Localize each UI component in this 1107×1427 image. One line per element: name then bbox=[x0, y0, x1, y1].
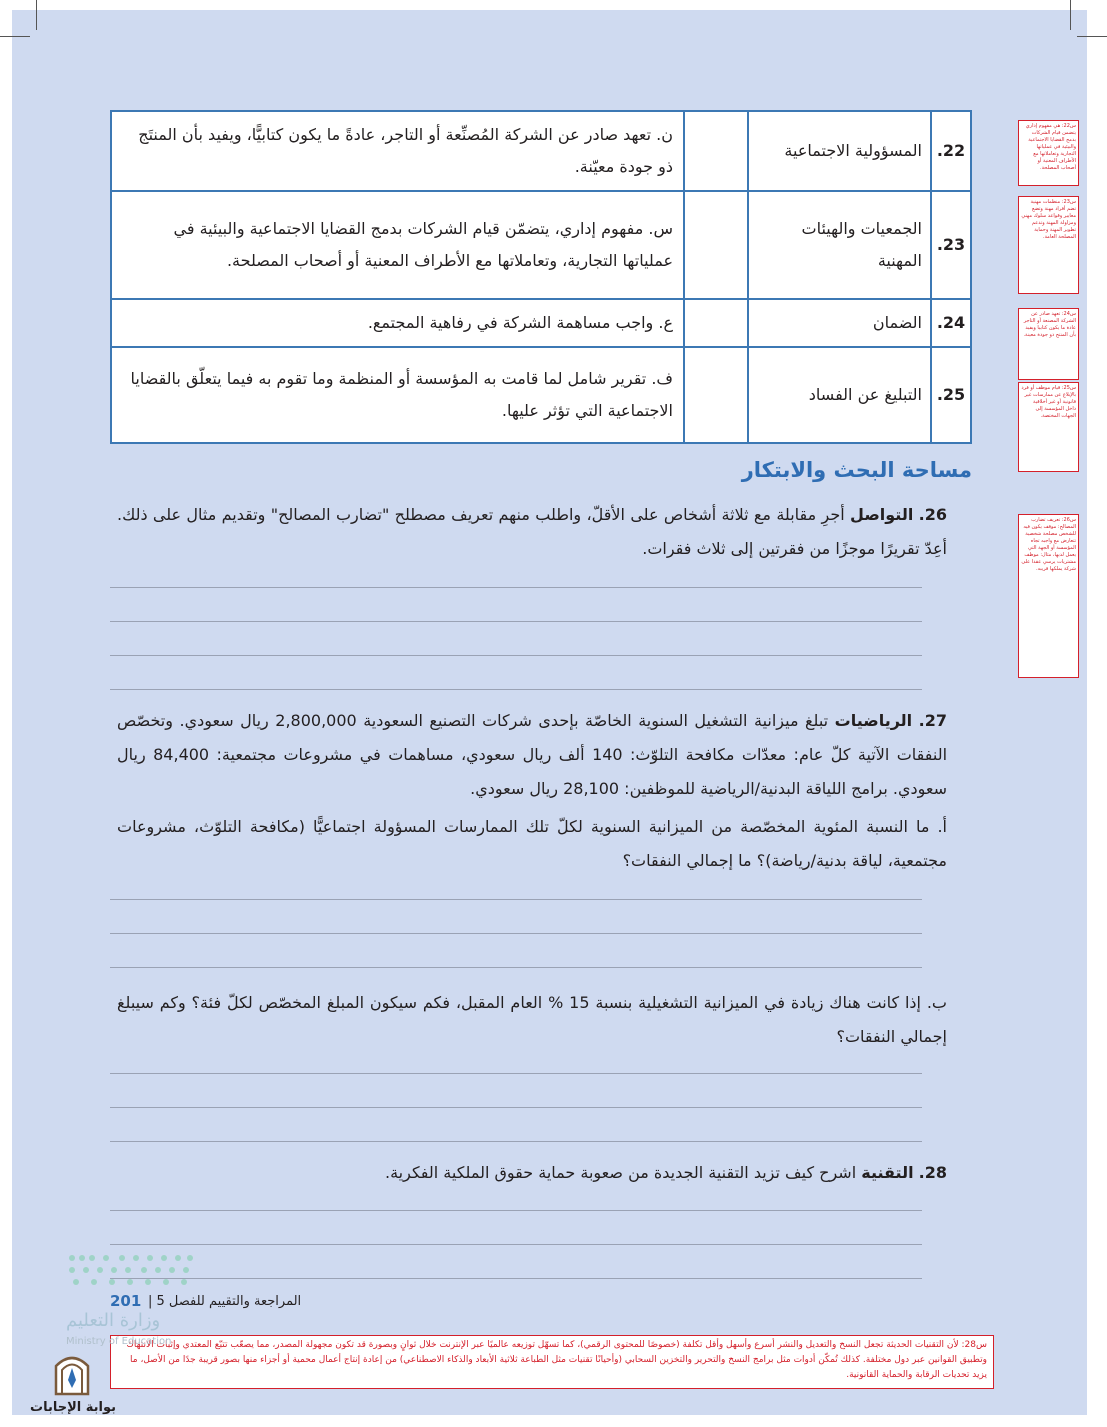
question-keyword: الرياضيات bbox=[834, 711, 913, 730]
term-cell: الضمان bbox=[748, 299, 931, 347]
question-text: تبلغ ميزانية التشغيل السنوية الخاصّة بإحدى شركات التصنيع السعودية 2,800,000 ريال سعودي. وتخصّص النفقات الآتية كلّ عام: معدّات مكافحة التلوّث: 140 ألف ريال سعودي، مساهمات في مشروعات مجتمعية: 84,400 ريال سعودي. برامج اللياقة البدنية/الرياضية للموظفين: 28,100 ريال سعودي. bbox=[117, 711, 948, 798]
row-number: 25. bbox=[931, 347, 971, 443]
row-number: 22. bbox=[931, 111, 971, 191]
bottom-answer-note: س28: لأن التقنيات الحديثة تجعل النسخ والتعديل والنشر أسرع وأسهل وأقل تكلفة (خصوصًا للمحتوى الرقمي)، كما تسهّل توزيعه عالميًا عبر الإنترنت خلال ثوانٍ وبصورة قد تكون مجهولة المصدر، مما يصعّب تتبّع المعتدي وإثبات الانتهاك وتطبيق القوانين عبر دول مختلفة. كذلك تُمكّن أدوات مثل برامج النسخ والتحرير والتخزين السحابي (وأحيانًا تقنيات مثل الطباعة ثلاثية الأبعاد والذكاء الاصطناعي) من إعادة إنتاج أعمال محمية أو أجزاء منها بصور قريبة جدًا من الأصل، ما يزيد تحديات الرقابة والحماية القانونية. bbox=[110, 1335, 994, 1389]
question-text: أجرِ مقابلة مع ثلاثة أشخاص على الأقلّ، واطلب منهم تعريف مصطلح "تضارب المصالح" وتقديم مثال على ذلك. أعِدّ تقريرًا موجزًا من فقرتين إلى ثلاث فقرات. bbox=[117, 505, 947, 558]
page-number: 201 bbox=[110, 1292, 142, 1310]
answer-line[interactable] bbox=[110, 899, 922, 900]
question-number: 26. bbox=[918, 505, 948, 524]
ministry-logo-icon bbox=[66, 1252, 196, 1288]
term-cell: التبليغ عن الفساد bbox=[748, 347, 931, 443]
question-keyword: التقنية bbox=[861, 1163, 914, 1182]
answer-line[interactable] bbox=[110, 1210, 922, 1211]
question-27-part-b: ب. إذا كانت هناك زيادة في الميزانية التشغيلية بنسبة 15 % العام المقبل، فكم سيكون المبلغ المخصّص لكلّ فئة؟ وكم سيبلغ إجمالي النفقات؟ bbox=[117, 993, 947, 1046]
question-number: 27. bbox=[918, 711, 947, 730]
footer-text: المراجعة والتقييم للفصل 5 | bbox=[148, 1294, 302, 1309]
answer-line[interactable] bbox=[110, 1141, 922, 1142]
row-number: 23. bbox=[931, 191, 971, 299]
term-cell: المسؤولية الاجتماعية bbox=[748, 111, 931, 191]
answer-blank[interactable] bbox=[684, 299, 748, 347]
table-row bbox=[111, 111, 971, 191]
definition-cell: ن. تعهد صادر عن الشركة المُصنِّعة أو التاجر، عادةً ما يكون كتابيًّا، ويفيد بأن المنتَج ذو جودة معيّنة. bbox=[111, 111, 684, 191]
answer-line[interactable] bbox=[110, 655, 922, 656]
side-answer-note: س23: منظمات مهنية تضم أفراد مهنة وتضع معايير وقواعد سلوك مهني ومزاولة المهنة وتدعم تطوير المهنة وحماية المصلحة العامة. bbox=[1018, 196, 1079, 294]
table-row bbox=[111, 347, 971, 443]
definition-cell: ع. واجب مساهمة الشركة في رفاهية المجتمع. bbox=[111, 299, 684, 347]
definition-cell: س. مفهوم إداري، يتضمّن قيام الشركات بدمج القضايا الاجتماعية والبيئية في عملياتها التجارية، وتعاملاتها مع الأطراف المعنية أو أصحاب المصلحة. bbox=[111, 191, 684, 299]
answer-line[interactable] bbox=[110, 933, 922, 934]
question-26 bbox=[117, 498, 947, 566]
question-28 bbox=[117, 1156, 947, 1190]
side-answer-note: س26: تعريف تضارب المصالح: موقف يكون فيه للشخص مصلحة شخصية تتعارض مع واجبه تجاه المؤسسة أو الجهة التي يعمل لديها، مثال: موظف مشتريات يرسي عقدا على شركة يملكها قريبه. bbox=[1018, 514, 1079, 678]
definition-cell: ف. تقرير شامل لما قامت به المؤسسة أو المنظمة وما تقوم به فيما يتعلّق بالقضايا الاجتماعية التي تؤثر عليها. bbox=[111, 347, 684, 443]
side-answer-note: س24: تعهد صادر عن الشركة المصنعة أو التاجر عادة ما يكون كتابيا ويفيد بأن المنتج ذو جودة معينة. bbox=[1018, 308, 1079, 380]
table-row bbox=[111, 191, 971, 299]
section-title: مساحة البحث والابتكار bbox=[741, 458, 972, 482]
question-number: 28. bbox=[918, 1163, 947, 1182]
crop-mark bbox=[1077, 36, 1107, 37]
ministry-logo-subtext: Ministry of Education bbox=[66, 1336, 172, 1347]
question-27-part-a: أ. ما النسبة المئوية المخصّصة من الميزانية السنوية لكلّ تلك الممارسات المسؤولة اجتماعيًّا (مكافحة التلوّث، مشروعات مجتمعية، لياقة بدنية/رياضة)؟ ما إجمالي النفقات؟ bbox=[117, 817, 947, 870]
side-answer-note: س22: هي مفهوم إداري يتضمن قيام الشركات بدمج القضايا الاجتماعية والبيئية في عملياتها التجارية وتعاملاتها مع الأطراف المعنية أو أصحاب المصلحة. bbox=[1018, 120, 1079, 186]
answers-portal-label: بوابة الإجابات bbox=[30, 1400, 116, 1415]
answer-line[interactable] bbox=[110, 689, 922, 690]
answer-blank[interactable] bbox=[684, 111, 748, 191]
row-number: 24. bbox=[931, 299, 971, 347]
crop-mark bbox=[36, 0, 37, 30]
crop-mark bbox=[1070, 0, 1071, 30]
side-answer-note: س25: قيام موظف أو فرد بالإبلاغ عن ممارسات غير قانونية أو غير أخلاقية داخل المؤسسة إلى الجهات المختصة. bbox=[1018, 382, 1079, 472]
answers-portal-icon bbox=[52, 1350, 92, 1396]
answer-blank[interactable] bbox=[684, 191, 748, 299]
answer-line[interactable] bbox=[110, 1244, 922, 1245]
crop-mark bbox=[0, 36, 30, 37]
term-cell: الجمعيات والهيئات المهنية bbox=[748, 191, 931, 299]
matching-table bbox=[110, 110, 972, 444]
answer-line[interactable] bbox=[110, 1107, 922, 1108]
question-text: اشرح كيف تزيد التقنية الجديدة من صعوبة حماية حقوق الملكية الفكرية. bbox=[385, 1163, 857, 1182]
answer-line[interactable] bbox=[110, 587, 922, 588]
ministry-logo-text: وزارة التعليم bbox=[66, 1310, 161, 1331]
answer-line[interactable] bbox=[110, 621, 922, 622]
table-row bbox=[111, 299, 971, 347]
answer-line[interactable] bbox=[110, 1073, 922, 1074]
answer-line[interactable] bbox=[110, 967, 922, 968]
answer-line[interactable] bbox=[110, 1278, 922, 1279]
question-keyword: التواصل bbox=[850, 505, 914, 524]
question-27 bbox=[117, 704, 947, 806]
answer-blank[interactable] bbox=[684, 347, 748, 443]
